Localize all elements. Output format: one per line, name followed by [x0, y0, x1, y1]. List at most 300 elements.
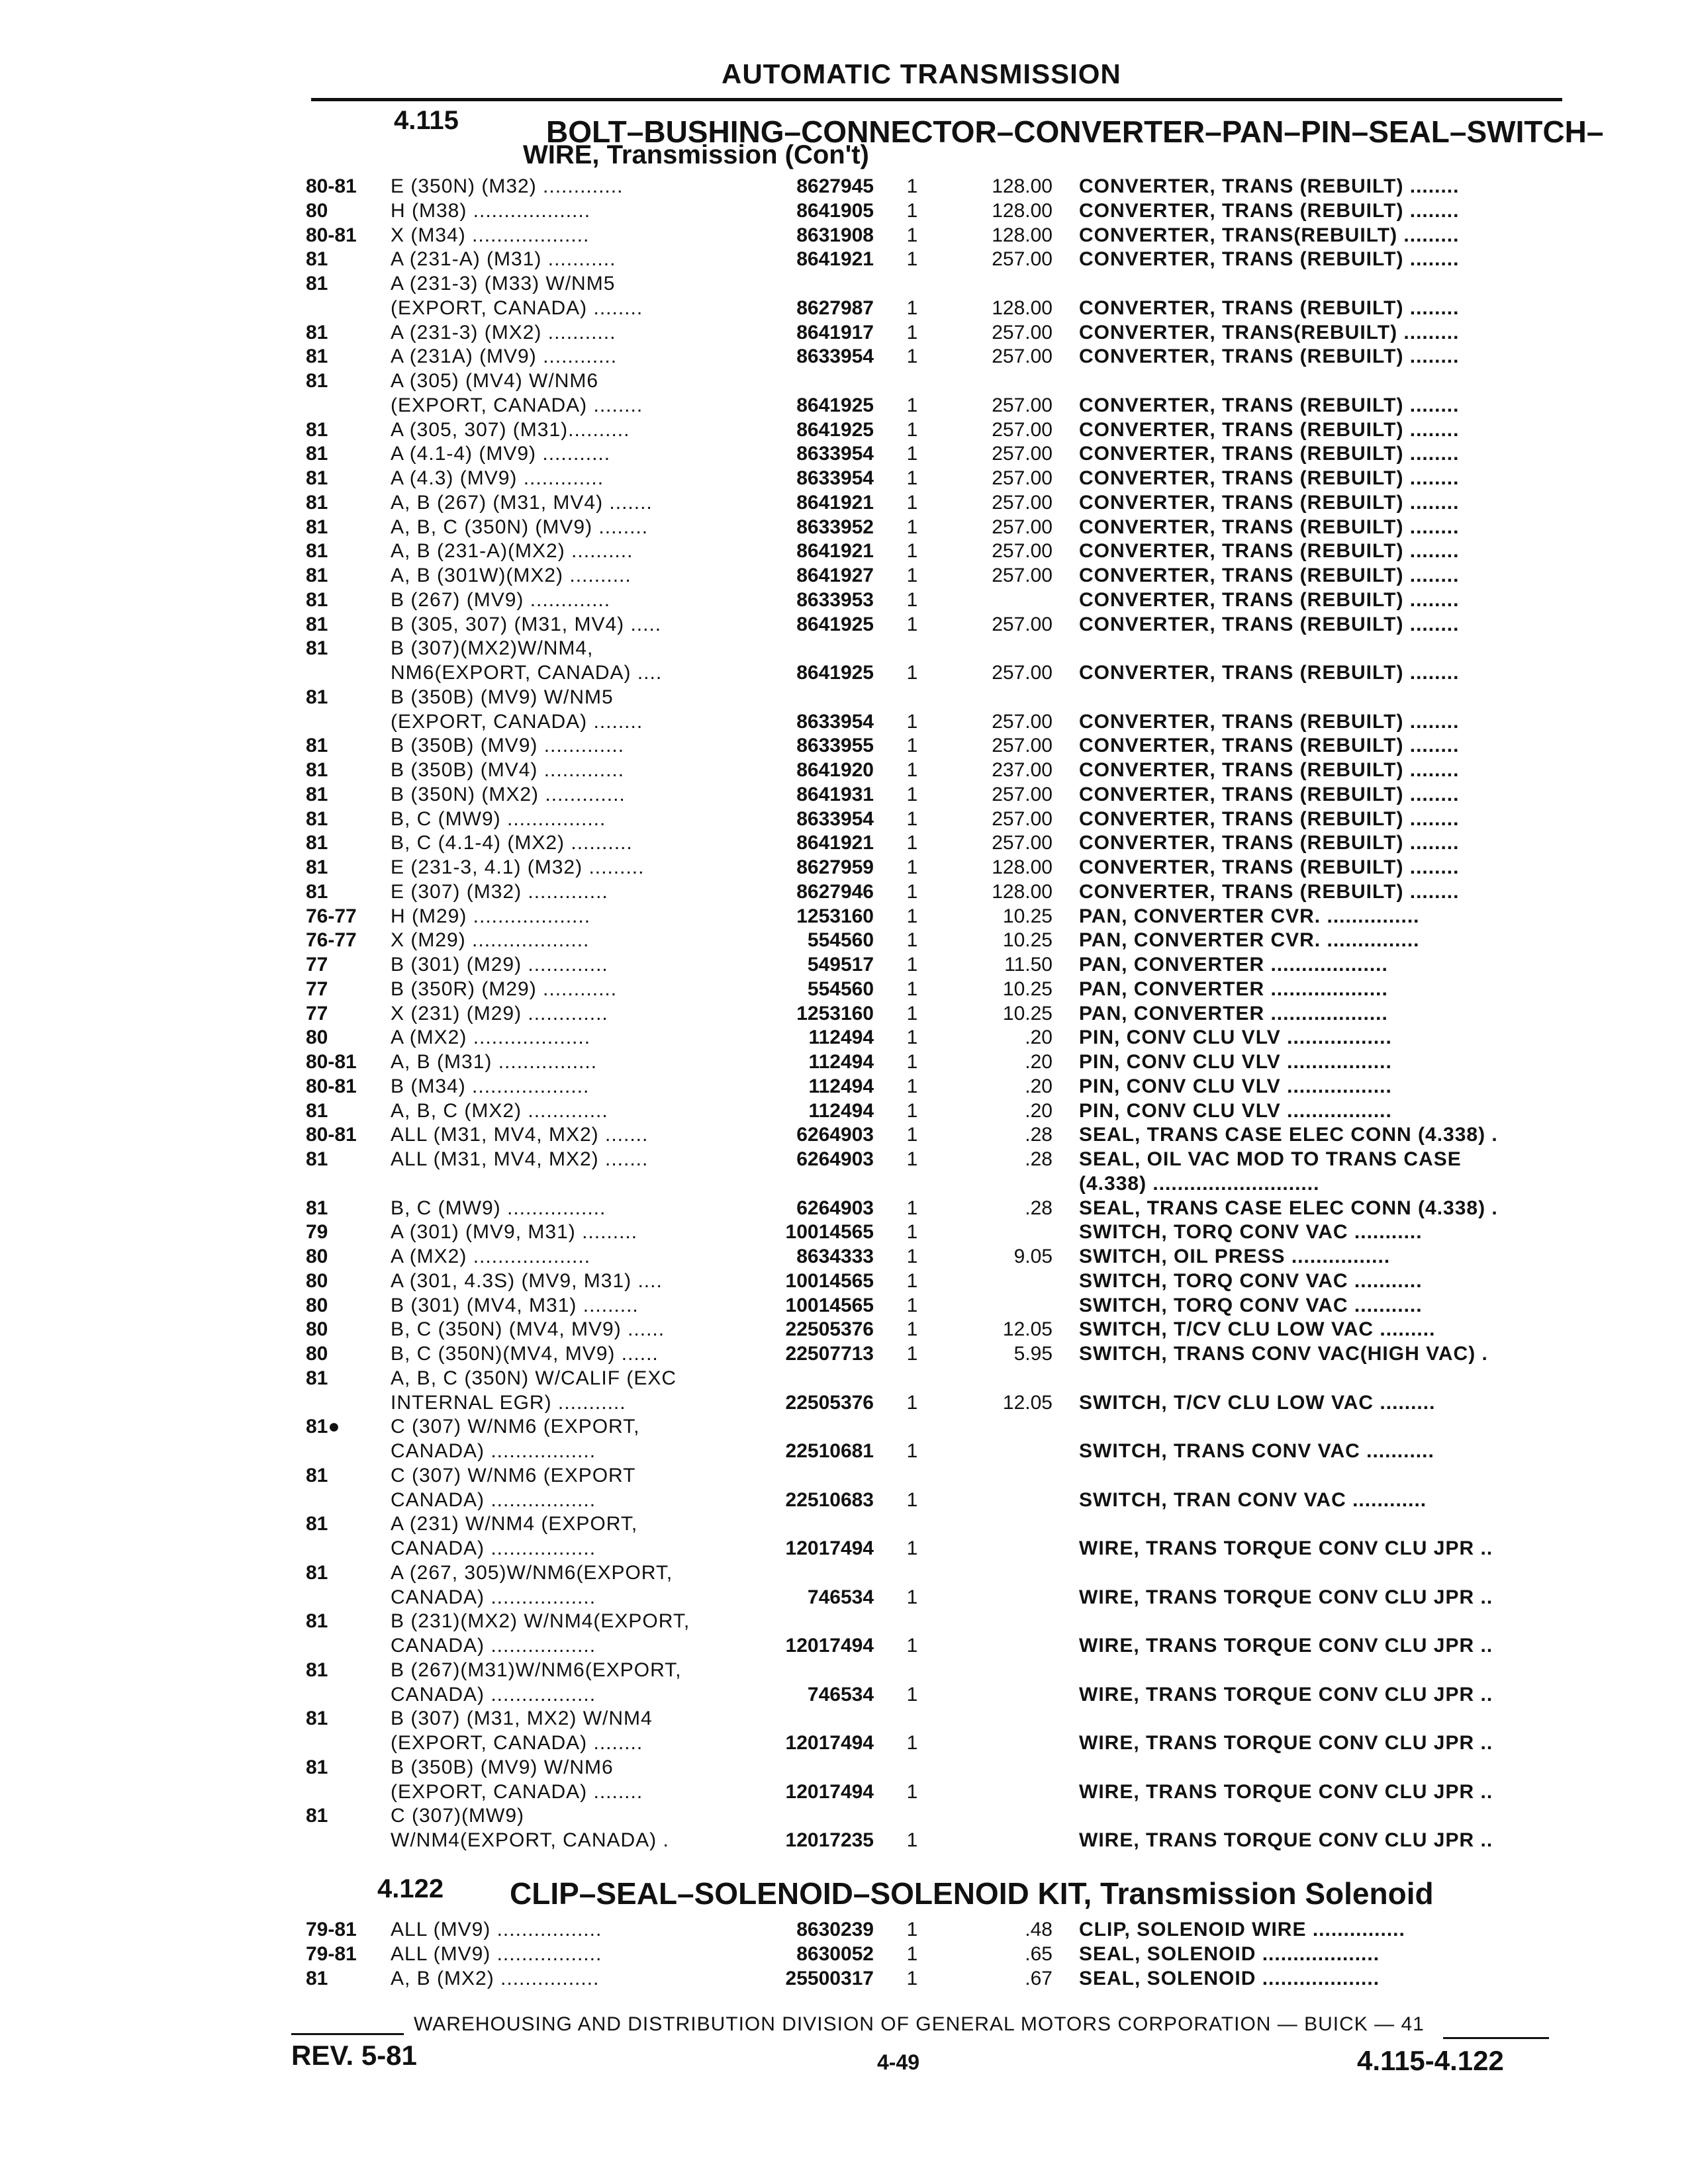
model-year: 80: [306, 1026, 328, 1048]
model-year: 81: [306, 589, 328, 611]
part-description: PIN, CONV CLU VLV .................: [1079, 1026, 1392, 1048]
quantity: 1: [906, 784, 918, 805]
quantity: 1: [906, 1829, 918, 1851]
quantity: 1: [906, 1318, 918, 1340]
model-year: 79-81: [306, 1943, 357, 1965]
model-year: 80-81: [306, 1075, 357, 1097]
quantity: 1: [906, 856, 918, 878]
quantity: 1: [906, 1246, 918, 1267]
part-number: 8633954: [796, 711, 874, 733]
quantity: 1: [906, 1537, 918, 1559]
part-description: CONVERTER, TRANS (REBUILT) ........: [1079, 881, 1460, 903]
list-price: 257.00: [992, 662, 1053, 684]
parts-row: [0, 1463, 1688, 1489]
part-number: 8630052: [796, 1943, 874, 1965]
quantity: 1: [906, 443, 918, 465]
part-description: SWITCH, TORQ CONV VAC ...........: [1079, 1295, 1423, 1316]
list-price: 257.00: [992, 467, 1053, 489]
application: B (350R) (M29) ............: [391, 978, 618, 1000]
section-title-line1: CLIP–SEAL–SOLENOID–SOLENOID KIT, Transmission Solenoid: [510, 1876, 1434, 1911]
application: B (350B) (MV9) W/NM6: [391, 1756, 614, 1778]
model-year: 80: [306, 1246, 328, 1267]
part-description: SWITCH, TRAN CONV VAC ............: [1079, 1489, 1427, 1511]
part-number: 8641920: [796, 759, 874, 781]
parts-row: [0, 1219, 1688, 1246]
part-description: CONVERTER, TRANS (REBUILT) ........: [1079, 589, 1460, 611]
parts-row: [0, 490, 1688, 516]
quantity: 1: [906, 248, 918, 270]
parts-row: [0, 1195, 1688, 1222]
part-number: 10014565: [785, 1295, 874, 1316]
model-year: 81: [306, 248, 328, 270]
parts-row: [0, 660, 1688, 686]
quantity: 1: [906, 614, 918, 635]
part-number: 8633954: [796, 467, 874, 489]
application: A (231A) (MV9) ............: [391, 345, 618, 367]
parts-row: [0, 1706, 1688, 1732]
application: CANADA) .................: [391, 1635, 596, 1657]
quantity: 1: [906, 735, 918, 756]
list-price: 128.00: [992, 297, 1053, 319]
application: ALL (MV9) .................: [391, 1943, 602, 1965]
quantity: 1: [906, 1075, 918, 1097]
part-description: SEAL, TRANS CASE ELEC CONN (4.338) .: [1079, 1197, 1498, 1219]
quantity: 1: [906, 1295, 918, 1316]
model-year: 81: [306, 1707, 328, 1729]
quantity: 1: [906, 954, 918, 976]
model-year: 81: [306, 467, 328, 489]
part-description: CONVERTER, TRANS (REBUILT) ........: [1079, 759, 1460, 781]
part-number: 8641921: [796, 540, 874, 562]
model-year: 81: [306, 784, 328, 805]
part-number: 112494: [808, 1100, 874, 1122]
list-price: 257.00: [992, 322, 1053, 343]
model-year: 79-81: [306, 1919, 357, 1940]
quantity: 1: [906, 467, 918, 489]
application: A (231-3) (MX2) ...........: [391, 322, 616, 343]
application: B (267) (MV9) .............: [391, 589, 611, 611]
application: CANADA) .................: [391, 1489, 596, 1511]
part-number: 8630239: [796, 1919, 874, 1940]
part-description: WIRE, TRANS TORQUE CONV CLU JPR ..: [1079, 1635, 1493, 1657]
parts-row: [0, 320, 1688, 346]
parts-row: [0, 854, 1688, 881]
parts-row: [0, 927, 1688, 954]
list-price: .28: [1025, 1148, 1053, 1170]
part-description: SWITCH, TRANS CONV VAC ...........: [1079, 1440, 1434, 1462]
part-description: CONVERTER, TRANS (REBUILT) ........: [1079, 200, 1460, 222]
application: B (301) (MV4, M31) .........: [391, 1295, 639, 1316]
part-description: CONVERTER, TRANS (REBUILT) ........: [1079, 492, 1460, 514]
model-year: 81: [306, 1562, 328, 1584]
application: X (M29) ...................: [391, 929, 590, 951]
header-rule: [311, 98, 1562, 101]
part-number: 1253160: [796, 905, 874, 927]
part-number: 8627946: [796, 881, 874, 903]
list-price: 128.00: [992, 175, 1053, 197]
parts-row: [0, 1024, 1688, 1051]
part-description: (4.338) ...........................: [1079, 1173, 1320, 1195]
parts-row: [0, 684, 1688, 711]
part-number: 22510681: [785, 1440, 874, 1462]
model-year: 80-81: [306, 175, 357, 197]
list-price: 257.00: [992, 711, 1053, 733]
model-year: 77: [306, 954, 328, 976]
list-price: .48: [1025, 1919, 1053, 1940]
part-description: SEAL, SOLENOID ...................: [1079, 1943, 1380, 1965]
parts-row: [0, 1438, 1688, 1465]
list-price: 128.00: [992, 200, 1053, 222]
parts-row: [0, 1365, 1688, 1392]
parts-row: [0, 1293, 1688, 1319]
model-year: 81●: [306, 1416, 340, 1437]
quantity: 1: [906, 589, 918, 611]
part-description: PAN, CONVERTER ...................: [1079, 1003, 1388, 1024]
model-year: 81: [306, 832, 328, 854]
parts-row: [0, 1803, 1688, 1829]
part-number: 8633955: [796, 735, 874, 756]
list-price: 128.00: [992, 856, 1053, 878]
list-price: 257.00: [992, 443, 1053, 465]
application: B, C (MW9) ................: [391, 1197, 606, 1219]
list-price: 12.05: [1002, 1392, 1053, 1414]
model-year: 81: [306, 1367, 328, 1389]
parts-row: [0, 392, 1688, 419]
part-description: SEAL, OIL VAC MOD TO TRANS CASE: [1079, 1148, 1462, 1170]
model-year: 81: [306, 492, 328, 514]
model-year: 77: [306, 1003, 328, 1024]
quantity: 1: [906, 1489, 918, 1511]
model-year: 81: [306, 614, 328, 635]
quantity: 1: [906, 1684, 918, 1706]
part-number: 8641925: [796, 614, 874, 635]
application: A (MX2) ...................: [391, 1246, 591, 1267]
parts-row: [0, 1171, 1688, 1197]
parts-row: [0, 1390, 1688, 1416]
part-description: SEAL, SOLENOID ...................: [1079, 1968, 1380, 1989]
model-year: 80-81: [306, 224, 357, 246]
application: A (301) (MV9, M31) .........: [391, 1221, 638, 1243]
application: ALL (MV9) .................: [391, 1919, 602, 1940]
part-description: WIRE, TRANS TORQUE CONV CLU JPR ..: [1079, 1684, 1493, 1706]
model-year: 81: [306, 516, 328, 538]
application: A, B (MX2) ................: [391, 1968, 600, 1989]
quantity: 1: [906, 224, 918, 246]
list-price: .28: [1025, 1124, 1053, 1146]
quantity: 1: [906, 1100, 918, 1122]
part-description: WIRE, TRANS TORQUE CONV CLU JPR ..: [1079, 1829, 1493, 1851]
list-price: 257.00: [992, 345, 1053, 367]
parts-row: [0, 1073, 1688, 1100]
quantity: 1: [906, 905, 918, 927]
quantity: 1: [906, 1051, 918, 1073]
part-number: 8641921: [796, 832, 874, 854]
part-description: SWITCH, TORQ CONV VAC ...........: [1079, 1221, 1423, 1243]
application: W/NM4(EXPORT, CANADA) .: [391, 1829, 669, 1851]
model-year: 81: [306, 1465, 328, 1486]
parts-row: [0, 368, 1688, 394]
parts-row: [0, 1754, 1688, 1781]
model-year: 80: [306, 1318, 328, 1340]
parts-row: [0, 879, 1688, 905]
parts-row: [0, 1827, 1688, 1854]
parts-row: [0, 563, 1688, 589]
application: X (M34) ...................: [391, 224, 590, 246]
part-description: PIN, CONV CLU VLV .................: [1079, 1051, 1392, 1073]
model-year: 81: [306, 419, 328, 441]
parts-row: [0, 417, 1688, 443]
application: CANADA) .................: [391, 1537, 596, 1559]
part-description: CONVERTER, TRANS(REBUILT) .........: [1079, 224, 1460, 246]
parts-row: [0, 1341, 1688, 1367]
part-number: 8641925: [796, 419, 874, 441]
parts-row: [0, 1941, 1688, 1968]
part-description: CONVERTER, TRANS (REBUILT) ........: [1079, 516, 1460, 538]
list-price: 12.05: [1002, 1318, 1053, 1340]
part-number: 8641921: [796, 492, 874, 514]
application: A, B (231-A)(MX2) ..........: [391, 540, 633, 562]
model-year: 81: [306, 1805, 328, 1827]
application: (EXPORT, CANADA) ........: [391, 711, 643, 733]
list-price: 257.00: [992, 784, 1053, 805]
parts-row: [0, 295, 1688, 322]
part-description: CONVERTER, TRANS (REBUILT) ........: [1079, 832, 1460, 854]
part-description: PAN, CONVERTER ...................: [1079, 954, 1388, 976]
application: H (M38) ...................: [391, 200, 591, 222]
application: A (MX2) ...................: [391, 1026, 591, 1048]
model-year: 77: [306, 978, 328, 1000]
application: B (301) (M29) .............: [391, 954, 608, 976]
footer-rule-left: [291, 2033, 404, 2035]
parts-row: [0, 1511, 1688, 1537]
model-year: 80-81: [306, 1051, 357, 1073]
part-description: PIN, CONV CLU VLV .................: [1079, 1100, 1392, 1122]
parts-row: [0, 587, 1688, 614]
quantity: 1: [906, 1732, 918, 1754]
part-number: 10014565: [785, 1270, 874, 1292]
model-year: 80-81: [306, 1124, 357, 1146]
quantity: 1: [906, 322, 918, 343]
part-description: SEAL, TRANS CASE ELEC CONN (4.338) .: [1079, 1124, 1498, 1146]
list-price: .67: [1025, 1968, 1053, 1989]
application: A, B (301W)(MX2) ..........: [391, 565, 632, 586]
part-number: 8641917: [796, 322, 874, 343]
quantity: 1: [906, 1919, 918, 1940]
quantity: 1: [906, 1197, 918, 1219]
part-description: PAN, CONVERTER CVR. ...............: [1079, 905, 1420, 927]
parts-row: [0, 1535, 1688, 1562]
parts-row: [0, 1682, 1688, 1708]
parts-row: [0, 612, 1688, 638]
part-number: 8641927: [796, 565, 874, 586]
parts-row: [0, 465, 1688, 492]
application: B (231)(MX2) W/NM4(EXPORT,: [391, 1610, 690, 1632]
application: A (305, 307) (M31)..........: [391, 419, 630, 441]
part-description: CONVERTER, TRANS (REBUILT) ........: [1079, 540, 1460, 562]
quantity: 1: [906, 565, 918, 586]
part-number: 112494: [808, 1075, 874, 1097]
parts-row: [0, 1657, 1688, 1684]
application: B, C (350N) (MV4, MV9) ......: [391, 1318, 665, 1340]
part-number: 6264903: [796, 1197, 874, 1219]
parts-row: [0, 1779, 1688, 1805]
part-description: PAN, CONVERTER ...................: [1079, 978, 1388, 1000]
part-description: SWITCH, TRANS CONV VAC(HIGH VAC) .: [1079, 1343, 1488, 1365]
list-price: 237.00: [992, 759, 1053, 781]
parts-row: [0, 1001, 1688, 1027]
quantity: 1: [906, 1440, 918, 1462]
model-year: 81: [306, 637, 328, 659]
model-year: 76-77: [306, 929, 357, 951]
parts-row: [0, 1049, 1688, 1075]
quantity: 1: [906, 929, 918, 951]
footer-division-text: WAREHOUSING AND DISTRIBUTION DIVISION OF GENERAL MOTORS CORPORATION — BUICK — 41: [414, 2013, 1425, 2035]
parts-row: [0, 1098, 1688, 1124]
quantity: 1: [906, 1635, 918, 1657]
part-description: WIRE, TRANS TORQUE CONV CLU JPR ..: [1079, 1537, 1493, 1559]
model-year: 80: [306, 1270, 328, 1292]
quantity: 1: [906, 881, 918, 903]
section-title-line2: WIRE, Transmission (Con't): [523, 140, 869, 169]
application: E (350N) (M32) .............: [391, 175, 624, 197]
page-number: 4-49: [877, 2050, 920, 2074]
application: B (350B) (MV9) W/NM5: [391, 686, 614, 708]
quantity: 1: [906, 345, 918, 367]
list-price: 128.00: [992, 881, 1053, 903]
quantity: 1: [906, 516, 918, 538]
model-year: 81: [306, 1610, 328, 1632]
quantity: 1: [906, 175, 918, 197]
part-number: 8641931: [796, 784, 874, 805]
application: H (M29) ...................: [391, 905, 591, 927]
application: NM6(EXPORT, CANADA) ....: [391, 662, 663, 684]
part-description: CONVERTER, TRANS (REBUILT) ........: [1079, 614, 1460, 635]
part-number: 112494: [808, 1051, 874, 1073]
part-description: CONVERTER, TRANS (REBUILT) ........: [1079, 711, 1460, 733]
quantity: 1: [906, 1148, 918, 1170]
list-price: 9.05: [1013, 1246, 1053, 1267]
part-number: 8633954: [796, 443, 874, 465]
part-description: SWITCH, OIL PRESS ................: [1079, 1246, 1391, 1267]
application: B, C (4.1-4) (MX2) ..........: [391, 832, 633, 854]
part-description: CONVERTER, TRANS (REBUILT) ........: [1079, 419, 1460, 441]
model-year: 81: [306, 1513, 328, 1535]
parts-row: [0, 222, 1688, 249]
section-range: 4.115-4.122: [1357, 2045, 1504, 2076]
quantity: 1: [906, 1392, 918, 1414]
list-price: 257.00: [992, 492, 1053, 514]
part-description: CONVERTER, TRANS (REBUILT) ........: [1079, 784, 1460, 805]
quantity: 1: [906, 662, 918, 684]
model-year: 81: [306, 322, 328, 343]
quantity: 1: [906, 808, 918, 830]
quantity: 1: [906, 832, 918, 854]
application: A (4.3) (MV9) .............: [391, 467, 604, 489]
part-description: CONVERTER, TRANS (REBUILT) ........: [1079, 808, 1460, 830]
part-number: 549517: [807, 954, 874, 976]
parts-row: [0, 903, 1688, 930]
part-description: CONVERTER, TRANS (REBUILT) ........: [1079, 565, 1460, 586]
list-price: 257.00: [992, 419, 1053, 441]
model-year: 81: [306, 808, 328, 830]
application: A (4.1-4) (MV9) ...........: [391, 443, 611, 465]
model-year: 81: [306, 881, 328, 903]
application: A, B (267) (M31, MV4) .......: [391, 492, 653, 514]
application: ALL (M31, MV4, MX2) .......: [391, 1124, 649, 1146]
part-number: 10014565: [785, 1221, 874, 1243]
quantity: 1: [906, 1943, 918, 1965]
section-title-line1: BOLT–BUSHING–CONNECTOR–CONVERTER–PAN–PIN–SEAL–SWITCH–: [546, 114, 1604, 149]
part-description: PAN, CONVERTER CVR. ...............: [1079, 929, 1420, 951]
part-number: 8634333: [796, 1246, 874, 1267]
parts-row: [0, 1966, 1688, 1992]
model-year: 80: [306, 200, 328, 222]
quantity: 1: [906, 978, 918, 1000]
parts-row: [0, 1633, 1688, 1659]
model-year: 81: [306, 686, 328, 708]
application: A (305) (MV4) W/NM6: [391, 370, 599, 392]
model-year: 76-77: [306, 905, 357, 927]
list-price: 257.00: [992, 614, 1053, 635]
application: E (307) (M32) .............: [391, 881, 608, 903]
application: A, B (M31) ................: [391, 1051, 598, 1073]
quantity: 1: [906, 1124, 918, 1146]
part-description: SWITCH, T/CV CLU LOW VAC .........: [1079, 1318, 1436, 1340]
quantity: 1: [906, 1968, 918, 1989]
part-number: 8633952: [796, 516, 874, 538]
list-price: .20: [1025, 1026, 1053, 1048]
parts-row: [0, 1244, 1688, 1270]
list-price: 10.25: [1002, 929, 1053, 951]
application: B (350N) (MX2) .............: [391, 784, 626, 805]
parts-row: [0, 514, 1688, 541]
part-description: WIRE, TRANS TORQUE CONV CLU JPR ..: [1079, 1781, 1493, 1803]
part-number: 8633954: [796, 808, 874, 830]
parts-row: [0, 1414, 1688, 1440]
parts-row: [0, 709, 1688, 735]
application: CANADA) .................: [391, 1684, 596, 1706]
application: A, B, C (350N) (MV9) ........: [391, 516, 649, 538]
application: (EXPORT, CANADA) ........: [391, 394, 643, 416]
part-number: 8641925: [796, 394, 874, 416]
parts-row: [0, 1268, 1688, 1295]
quantity: 1: [906, 1003, 918, 1024]
application: CANADA) .................: [391, 1440, 596, 1462]
part-number: 22507713: [785, 1343, 874, 1365]
part-description: CONVERTER, TRANS (REBUILT) ........: [1079, 394, 1460, 416]
parts-row: [0, 246, 1688, 273]
parts-row: [0, 952, 1688, 978]
application: (EXPORT, CANADA) ........: [391, 297, 643, 319]
application: A, B, C (MX2) .............: [391, 1100, 608, 1122]
part-description: WIRE, TRANS TORQUE CONV CLU JPR ..: [1079, 1586, 1493, 1608]
application: B (267)(M31)W/NM6(EXPORT,: [391, 1659, 682, 1681]
parts-row: [0, 1608, 1688, 1635]
list-price: .20: [1025, 1051, 1053, 1073]
model-year: 81: [306, 856, 328, 878]
part-number: 554560: [807, 978, 874, 1000]
parts-row: [0, 538, 1688, 565]
model-year: 80: [306, 1343, 328, 1365]
part-number: 12017494: [785, 1635, 874, 1657]
model-year: 81: [306, 1148, 328, 1170]
part-number: 8641921: [796, 248, 874, 270]
model-year: 81: [306, 345, 328, 367]
parts-row: [0, 343, 1688, 370]
list-price: 257.00: [992, 735, 1053, 756]
part-number: 12017235: [785, 1829, 874, 1851]
quantity: 1: [906, 1586, 918, 1608]
